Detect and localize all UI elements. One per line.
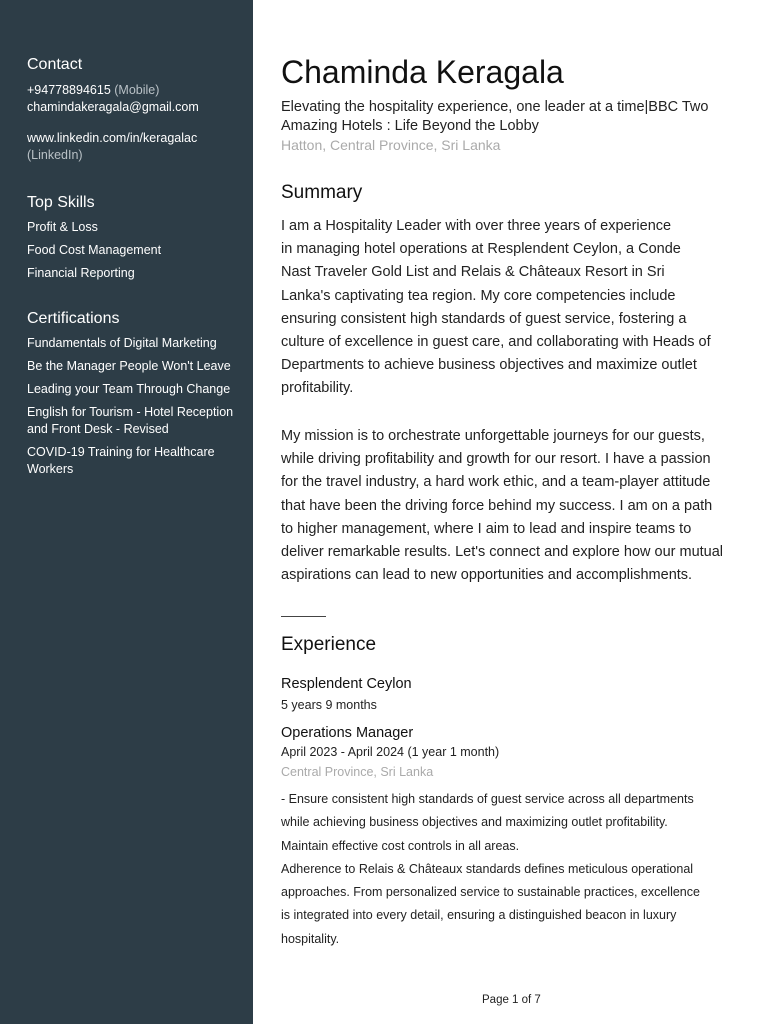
skill-item: Food Cost Management bbox=[27, 243, 162, 257]
certification-item: English for Tourism - Hotel Reception and Front Desk - Revised bbox=[27, 405, 234, 436]
role-description bbox=[281, 788, 746, 951]
description-line: - Ensure consistent high standards of guest service across all departments bbox=[281, 792, 694, 806]
description-line: Maintain effective cost controls in all areas. bbox=[281, 838, 520, 853]
role-dates: April 2023 - April 2024 (1 year 1 month) bbox=[281, 745, 500, 759]
phone-label: (Mobile) bbox=[114, 83, 160, 97]
linkedin-label: (LinkedIn) bbox=[27, 148, 83, 162]
certification-item: Be the Manager People Won't Leave bbox=[27, 359, 231, 373]
summary-paragraph-2 bbox=[281, 425, 751, 587]
summary-line: while driving profitability and growth for our resort. I have a passion bbox=[281, 451, 711, 468]
summary-line: Departments to achieve business objectives and maximize outlet bbox=[281, 357, 697, 374]
certification-item: COVID-19 Training for Healthcare Workers bbox=[27, 445, 215, 476]
profile-location: Hatton, Central Province, Sri Lanka bbox=[281, 137, 501, 153]
section-divider bbox=[281, 616, 326, 617]
summary-title: Summary bbox=[281, 182, 363, 203]
summary-line: aspirations can lead to new opportunities and accomplishments. bbox=[281, 567, 693, 584]
summary-line: to higher management, where I aim to lead and inspire teams to bbox=[281, 520, 692, 537]
company-name: Resplendent Ceylon bbox=[281, 676, 412, 692]
profile-headline: Elevating the hospitality experience, one leader at a time|BBC Two Amazing Hotels : Life Beyond the Lobby bbox=[281, 99, 709, 134]
contact-section bbox=[27, 55, 249, 164]
summary-line: My mission is to orchestrate unforgettable journeys for our guests, bbox=[281, 428, 705, 444]
summary-line: that have been the driving force behind my success. I am on a path bbox=[281, 497, 713, 514]
phone-line bbox=[27, 82, 249, 99]
summary-line: culture of excellence in guest care, and collaborating with Heads of bbox=[281, 334, 711, 351]
description-line: is integrated into every detail, ensuring a distinguished beacon in luxury bbox=[281, 908, 677, 923]
linkedin-link[interactable]: www.linkedin.com/in/keragalac bbox=[27, 131, 198, 145]
summary-line: I am a Hospitality Leader with over three years of experience bbox=[281, 218, 672, 234]
skills-list bbox=[27, 219, 249, 282]
profile-name: Chaminda Keragala bbox=[281, 54, 564, 90]
summary-line: for the travel industry, a hard work ethic, and a team-player attitude bbox=[281, 474, 711, 491]
top-skills-heading: Top Skills bbox=[27, 194, 95, 211]
certifications-section bbox=[27, 309, 249, 484]
certification-item: Leading your Team Through Change bbox=[27, 382, 231, 396]
description-line: Adherence to Relais & Châteaux standards defines meticulous operational bbox=[281, 861, 694, 876]
role-title: Operations Manager bbox=[281, 725, 414, 741]
summary-line: deliver remarkable results. Let's connect and explore how our mutual bbox=[281, 544, 724, 561]
summary-line: in managing hotel operations at Resplendent Ceylon, a Conde bbox=[281, 241, 681, 258]
top-skills-section bbox=[27, 193, 249, 288]
skill-item: Profit & Loss bbox=[27, 220, 98, 234]
phone-number[interactable]: +94778894615 bbox=[27, 83, 111, 97]
summary-line: ensuring consistent high standards of guest service, fostering a bbox=[281, 310, 687, 327]
role-location: Central Province, Sri Lanka bbox=[281, 765, 434, 779]
email-link[interactable]: chamindakeragala@gmail.com bbox=[27, 100, 199, 114]
description-line: hospitality. bbox=[281, 931, 340, 946]
sidebar bbox=[0, 0, 253, 1024]
summary-line: profitability. bbox=[281, 380, 354, 397]
description-line: while achieving business objectives and maximizing outlet profitability. bbox=[281, 815, 668, 830]
page-number: Page 1 of 7 bbox=[482, 994, 541, 1006]
certification-item: Fundamentals of Digital Marketing bbox=[27, 336, 217, 350]
certifications-list bbox=[27, 335, 249, 478]
summary-paragraph-1 bbox=[281, 215, 751, 401]
description-line: approaches. From personalized service to sustainable practices, excellence bbox=[281, 885, 700, 900]
contact-heading: Contact bbox=[27, 56, 83, 73]
certifications-heading: Certifications bbox=[27, 310, 120, 327]
company-duration: 5 years 9 months bbox=[281, 698, 377, 712]
summary-line: Lanka's captivating tea region. My core competencies include bbox=[281, 287, 676, 304]
experience-title: Experience bbox=[281, 634, 377, 655]
skill-item: Financial Reporting bbox=[27, 266, 135, 280]
summary-line: Nast Traveler Gold List and Relais & Châteaux Resort in Sri bbox=[281, 264, 665, 281]
